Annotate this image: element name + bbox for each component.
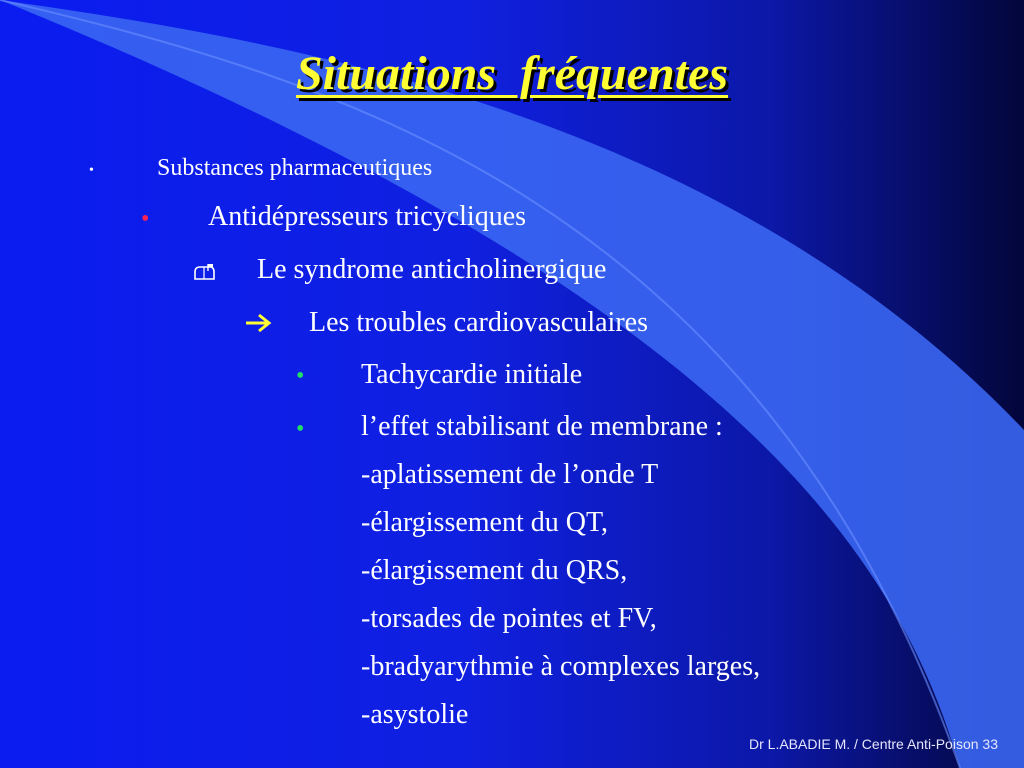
slide-footer: Dr L.ABADIE M. / Centre Anti-Poison 33 xyxy=(749,736,998,752)
item-antidepresseurs: Antidépresseurs tricycliques xyxy=(208,201,527,232)
bullet-dot: • xyxy=(296,363,305,389)
sub-line: -aplatissement de l’onde T xyxy=(361,459,659,490)
bullet-dot: • xyxy=(89,163,94,178)
item-effet-stabilisant: l’effet stabilisant de membrane : xyxy=(361,411,723,442)
sub-line: -élargissement du QT, xyxy=(361,507,609,538)
item-substances-pharmaceutiques: Substances pharmaceutiques xyxy=(157,155,433,181)
arrow-right-icon xyxy=(244,313,272,333)
mailbox-icon xyxy=(193,263,217,281)
item-tachycardie-initiale: Tachycardie initiale xyxy=(361,359,583,390)
sub-line: -asystolie xyxy=(361,699,469,730)
sub-line: -bradyarythmie à complexes larges, xyxy=(361,651,761,682)
slide-title: Situations fréquentes xyxy=(295,47,729,100)
bullet-dot: • xyxy=(141,206,150,232)
sub-line: -élargissement du QRS, xyxy=(361,555,628,586)
item-troubles-cardiovasculaires: Les troubles cardiovasculaires xyxy=(309,307,648,338)
sub-line: -torsades de pointes et FV, xyxy=(361,603,657,634)
item-syndrome-anticholinergique: Le syndrome anticholinergique xyxy=(257,254,607,285)
bullet-dot: • xyxy=(296,416,305,442)
